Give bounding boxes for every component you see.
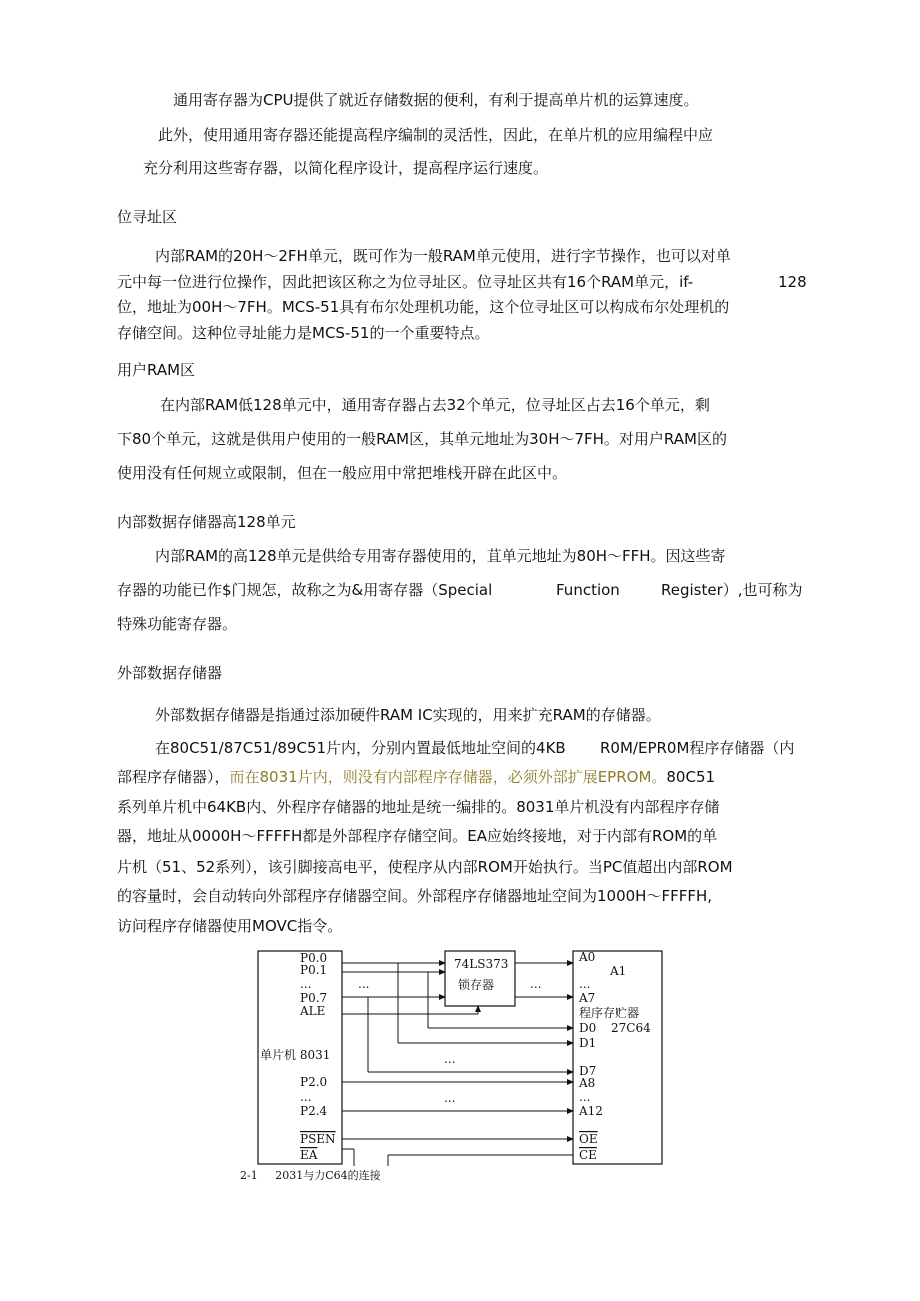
memory-pin-label: D7: [579, 1064, 597, 1078]
cpu-chip-label: 单片机 8031: [260, 1048, 331, 1062]
text-line: 在内部RAM低128单元中，通用寄存器占去32个单元，位寻址区占去16个单元，剩: [160, 396, 710, 414]
text-line: 存储空间。这种位寻址能力是MCS-51的一个重要特点。: [117, 324, 490, 342]
memory-pin-label: ...: [579, 1090, 591, 1104]
cpu-pin-label: P0.1: [300, 963, 328, 977]
memory-pin-label: ...: [579, 977, 591, 991]
cpu-pin-label: P0.0: [300, 951, 328, 965]
section-heading: 外部数据存储器: [117, 664, 223, 682]
text-line: 使用没有任何规立或限制，但在一般应用中常把堆栈开辟在此区中。: [117, 464, 568, 482]
cpu-pin-label: ...: [300, 977, 312, 991]
text-line: 在80C51/87C51/89C51片内，分别内置最低地址空间的4KB: [155, 739, 566, 757]
text-line: 通用寄存器为CPU提供了就近存储数据的便利，有利于提高单片机的运算速度。: [173, 91, 699, 109]
text-line: 系列单片机中64KB内、外程序存储器的地址是统一编排的。8031单片机没有内部程序存储: [117, 798, 720, 816]
section-heading: 内部数据存储器高128单元: [117, 513, 296, 531]
memory-pin-label: OE: [579, 1132, 598, 1146]
bus-ellipsis: ...: [444, 1091, 456, 1105]
memory-pin-label: A1: [610, 964, 627, 978]
latch-chip-label: 74LS373: [454, 957, 509, 971]
bus-ellipsis: ...: [358, 977, 370, 991]
memory-pin-label: A0: [579, 950, 596, 964]
text-line: 器，地址从0000H〜FFFFH都是外部程序存储空间。EA应始终接地，对于内部有ROM的单: [117, 827, 718, 845]
cpu-pin-label: P2.4: [300, 1104, 328, 1118]
text-line: 特殊功能寄存器。: [117, 615, 238, 633]
bus-ellipsis: ...: [444, 1052, 456, 1066]
memory-pin-label: D0: [579, 1021, 597, 1035]
text-line: Function: [556, 581, 620, 599]
cpu-pin-label: ALE: [300, 1004, 326, 1018]
cpu-pin-label: PSEN: [300, 1132, 336, 1146]
text-line: 128: [778, 273, 807, 291]
cpu-pin-label: P2.0: [300, 1075, 328, 1089]
text-line: 位，地址为00H〜7FH。MCS-51具有布尔处理机功能，这个位寻址区可以构成布尔处理机的: [117, 298, 730, 316]
memory-chip-label: 程序存贮器: [579, 1006, 640, 1020]
text-line: R0M/EPR0M程序存储器（内: [600, 739, 795, 757]
text-line: 的容量时，会自动转向外部程序存储器空间。外部程序存储器地址空间为1000H〜FFFFH,: [117, 887, 713, 905]
text-line: 片机（51、52系列），该引脚接高电平，使程序从内部ROM开始执行。当PC值超出内部ROM: [117, 858, 733, 876]
section-heading: 位寻址区: [117, 208, 178, 226]
text-line: Register）,也可称为: [661, 581, 803, 599]
text-line: 此外，使用通用寄存器还能提高程序编制的灵活性，因此，在单片机的应用编程中应: [158, 126, 714, 144]
memory-pin-label: A8: [579, 1076, 596, 1090]
highlighted-text: 而在8031片内，则没有内部程序存储器，必须外部扩展EPROM。: [229, 768, 667, 786]
text-line: 部程序存储器），而在8031片内，则没有内部程序存储器，必须外部扩展EPROM。80C51: [117, 768, 716, 786]
text-line: 外部数据存储器是指通过添加硬件RAM IC实现的，用来扩充RAM的存储器。: [155, 706, 661, 724]
bus-ellipsis: ...: [530, 977, 542, 991]
cpu-pin-label: P0.7: [300, 991, 328, 1005]
memory-pin-label: A12: [579, 1104, 603, 1118]
memory-chip-part: 27C64: [611, 1021, 651, 1035]
cpu-pin-label: ...: [300, 1090, 312, 1104]
text-line: 充分利用这些寄存器，以简化程序设计，提高程序运行速度。: [143, 159, 549, 177]
cpu-pin-label: EA: [300, 1148, 318, 1162]
text-line: 存器的功能已作$门规怎，故称之为&用寄存器（Special: [117, 581, 493, 599]
section-heading: 用户RAM区: [117, 361, 196, 379]
text-line: 下80个单元，这就是供用户使用的一般RAM区，其单元地址为30H〜7FH。对用户RAM区的: [117, 430, 727, 448]
text-line: 内部RAM的高128单元是供给专用寄存器使用的，苴单元地址为80H〜FFH。因这些寄: [155, 547, 726, 565]
memory-pin-label: CE: [579, 1148, 597, 1162]
figure-caption: 2-1 2031与力C64的连接: [240, 1169, 381, 1182]
memory-pin-label: D1: [579, 1036, 597, 1050]
latch-chip-sublabel: 锁存器: [458, 978, 495, 992]
text-line: 访问程序存储器使用MOVC指令。: [117, 917, 343, 935]
text-line: 内部RAM的20H〜2FH单元，既可作为一般RAM单元使用，进行字节操作，也可以对单: [155, 247, 731, 265]
connection-diagram: [248, 944, 668, 1168]
text-line: 元中每一位进行位操作，因此把该区称之为位寻址区。位寻址区共有16个RAM单元，if-: [117, 273, 694, 291]
memory-pin-label: A7: [579, 991, 596, 1005]
